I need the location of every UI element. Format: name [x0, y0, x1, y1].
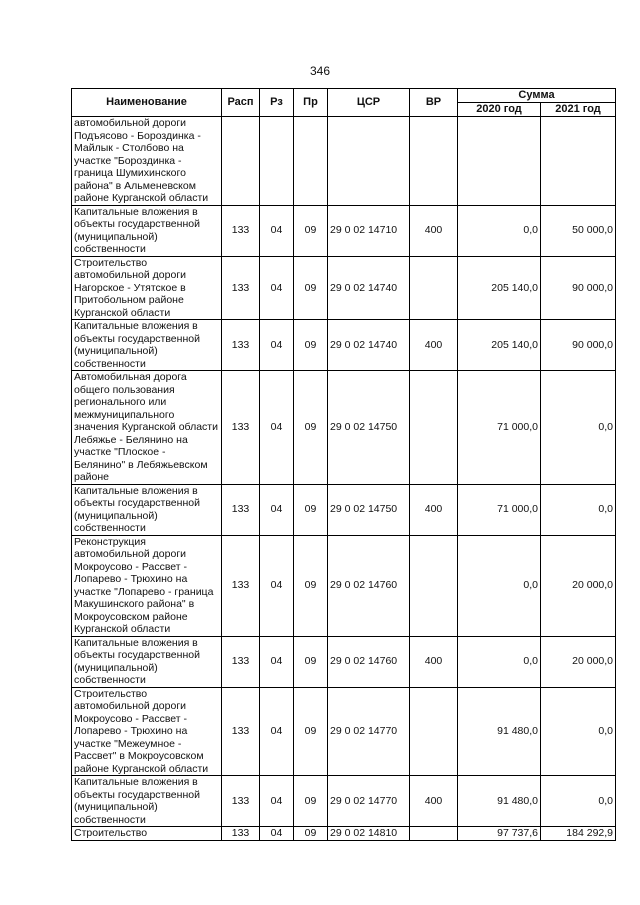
cell-rz: 04: [260, 320, 294, 371]
cell-pr: 09: [294, 535, 328, 636]
cell-2020: 205 140,0: [458, 320, 541, 371]
cell-2021: 0,0: [541, 687, 616, 776]
cell-csr: 29 0 02 14740: [328, 320, 410, 371]
cell-2021: 0,0: [541, 776, 616, 827]
header-rasp: Расп: [222, 89, 260, 117]
cell-rz: [260, 117, 294, 206]
cell-2021: 90 000,0: [541, 320, 616, 371]
cell-2020: 0,0: [458, 535, 541, 636]
cell-rasp: 133: [222, 535, 260, 636]
cell-rz: 04: [260, 827, 294, 841]
cell-csr: 29 0 02 14760: [328, 636, 410, 687]
cell-pr: 09: [294, 205, 328, 256]
cell-2021: 90 000,0: [541, 256, 616, 320]
cell-rasp: 133: [222, 320, 260, 371]
cell-2020: 71 000,0: [458, 371, 541, 485]
table-row: [72, 256, 616, 320]
cell-rz: 04: [260, 535, 294, 636]
table-row: [72, 687, 616, 776]
header-year-2020: 2020 год: [458, 103, 541, 117]
cell-rasp: 133: [222, 256, 260, 320]
table-row: [72, 484, 616, 535]
cell-2021: 20 000,0: [541, 636, 616, 687]
cell-pr: 09: [294, 320, 328, 371]
cell-pr: 09: [294, 636, 328, 687]
cell-pr: [294, 117, 328, 206]
cell-name: Капитальные вложения в объекты государственной (муниципальной) собственности: [72, 320, 222, 371]
header-csr: ЦСР: [328, 89, 410, 117]
cell-2020: 205 140,0: [458, 256, 541, 320]
cell-rz: 04: [260, 205, 294, 256]
cell-rasp: 133: [222, 484, 260, 535]
cell-vr: 400: [410, 320, 458, 371]
cell-rasp: [222, 117, 260, 206]
table-row: [72, 320, 616, 371]
cell-csr: 29 0 02 14810: [328, 827, 410, 841]
cell-vr: [410, 117, 458, 206]
header-sum: Сумма: [458, 89, 616, 103]
cell-rasp: 133: [222, 827, 260, 841]
table-row: [72, 535, 616, 636]
cell-csr: 29 0 02 14770: [328, 687, 410, 776]
cell-name: Капитальные вложения в объекты государственной (муниципальной) собственности: [72, 484, 222, 535]
cell-csr: 29 0 02 14710: [328, 205, 410, 256]
cell-vr: 400: [410, 776, 458, 827]
table-row: [72, 117, 616, 206]
cell-name: Капитальные вложения в объекты государственной (муниципальной) собственности: [72, 776, 222, 827]
cell-2021: [541, 117, 616, 206]
header-name: Наименование: [72, 89, 222, 117]
cell-rasp: 133: [222, 205, 260, 256]
cell-2020: 71 000,0: [458, 484, 541, 535]
cell-name: автомобильной дороги Подъясово - Бороздинка - Майлык - Столбово на участке "Бороздинка - граница Шумихинского района" в Альменевском районе Курганской области: [72, 117, 222, 206]
cell-pr: 09: [294, 256, 328, 320]
cell-rasp: 133: [222, 687, 260, 776]
cell-rz: 04: [260, 776, 294, 827]
cell-vr: 400: [410, 205, 458, 256]
cell-2021: 20 000,0: [541, 535, 616, 636]
page-number: 346: [309, 64, 331, 78]
cell-2020: [458, 117, 541, 206]
cell-name: Автомобильная дорога общего пользования регионального или межмуниципального значения Курганской области Лебяжье - Белянино на участке "Плоское - Белянино" в Лебяжьевском районе: [72, 371, 222, 485]
cell-rasp: 133: [222, 776, 260, 827]
table-row: [72, 776, 616, 827]
cell-csr: 29 0 02 14750: [328, 484, 410, 535]
cell-rasp: 133: [222, 636, 260, 687]
cell-csr: 29 0 02 14740: [328, 256, 410, 320]
cell-2020: 97 737,6: [458, 827, 541, 841]
cell-csr: 29 0 02 14760: [328, 535, 410, 636]
cell-2021: 0,0: [541, 371, 616, 485]
cell-2020: 0,0: [458, 636, 541, 687]
cell-vr: [410, 371, 458, 485]
cell-pr: 09: [294, 687, 328, 776]
cell-2020: 0,0: [458, 205, 541, 256]
header-vr: ВР: [410, 89, 458, 117]
cell-rz: 04: [260, 484, 294, 535]
cell-vr: [410, 535, 458, 636]
cell-rasp: 133: [222, 371, 260, 485]
cell-2020: 91 480,0: [458, 776, 541, 827]
header-rz: Рз: [260, 89, 294, 117]
cell-name: Строительство автомобильной дороги Мокроусово - Рассвет - Лопарево - Трюхино на участке "Межеумное - Рассвет" в Мокроусовском районе Курганской области: [72, 687, 222, 776]
cell-2021: 0,0: [541, 484, 616, 535]
cell-vr: [410, 256, 458, 320]
cell-csr: 29 0 02 14750: [328, 371, 410, 485]
cell-csr: [328, 117, 410, 206]
cell-name: Строительство автомобильной дороги Нагорское - Утятское в Притобольном районе Курганской области: [72, 256, 222, 320]
cell-name: Реконструкция автомобильной дороги Мокроусово - Рассвет - Лопарево - Трюхино на участке "Лопарево - граница Макушинского района" в Мокроусовском районе Курганской области: [72, 535, 222, 636]
cell-2021: 184 292,9: [541, 827, 616, 841]
header-year-2021: 2021 год: [541, 103, 616, 117]
cell-2020: 91 480,0: [458, 687, 541, 776]
cell-name: Капитальные вложения в объекты государственной (муниципальной) собственности: [72, 636, 222, 687]
cell-rz: 04: [260, 256, 294, 320]
cell-pr: 09: [294, 776, 328, 827]
table-row: [72, 636, 616, 687]
table-row: [72, 827, 616, 841]
cell-rz: 04: [260, 636, 294, 687]
cell-name: Капитальные вложения в объекты государственной (муниципальной) собственности: [72, 205, 222, 256]
table-row: [72, 205, 616, 256]
cell-vr: [410, 827, 458, 841]
cell-pr: 09: [294, 827, 328, 841]
header-pr: Пр: [294, 89, 328, 117]
cell-vr: [410, 687, 458, 776]
cell-rz: 04: [260, 371, 294, 485]
cell-name: Строительство: [72, 827, 222, 841]
table-row: [72, 371, 616, 485]
table-header: [72, 89, 616, 117]
cell-csr: 29 0 02 14770: [328, 776, 410, 827]
cell-pr: 09: [294, 371, 328, 485]
cell-pr: 09: [294, 484, 328, 535]
cell-rz: 04: [260, 687, 294, 776]
cell-2021: 50 000,0: [541, 205, 616, 256]
cell-vr: 400: [410, 636, 458, 687]
budget-table: [71, 88, 616, 841]
cell-vr: 400: [410, 484, 458, 535]
